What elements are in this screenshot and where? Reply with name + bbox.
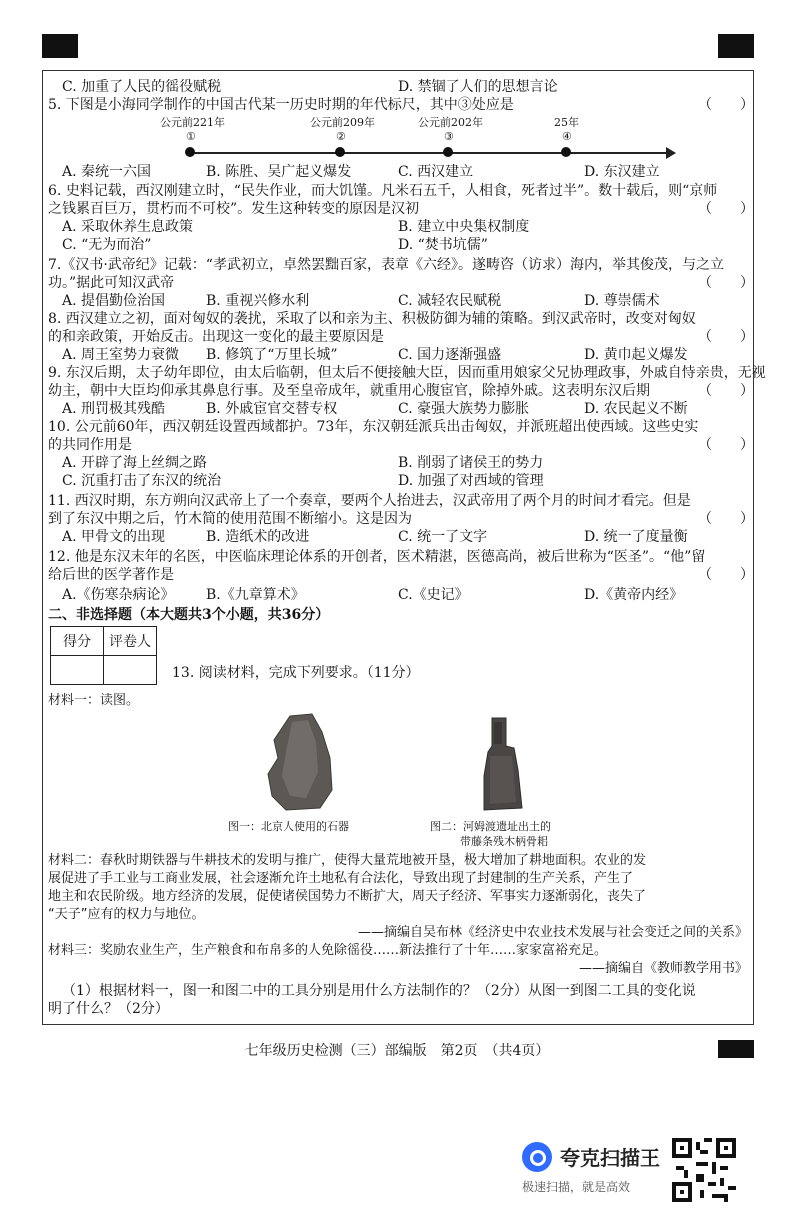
q13-stem: 13. 阅读材料，完成下列要求。（11分）: [172, 665, 420, 681]
q4-option-d: D. 禁锢了人们的思想言论: [398, 79, 558, 95]
q9-stem-line2: 幼主，朝中大臣均仰承其鼻息行事。及至皇帝成年，就重用心腹宦官，除掉外戚。这表明东汉后期: [48, 383, 650, 399]
scanner-brand-name: 夸克扫描王: [560, 1146, 660, 1170]
timeline-arrow: [666, 147, 676, 159]
q7-stem-line1: 7.《汉书·武帝纪》记载：“孝武初立，卓然罢黜百家，表章《六经》。遂畴咨（访求）海内，举其俊茂，与之立: [48, 257, 724, 273]
q11-answer-paren: （ ）: [698, 511, 754, 527]
q12-stem-line1: 12. 他是东汉末年的名医，中医临床理论体系的开创者，医术精湛，医德高尚，被后世称为“医圣”。“他”留: [48, 549, 706, 565]
q9-option-b: B. 外戚宦官交替专权: [206, 401, 338, 417]
q6-stem-line2: 之钱累百巨万，贯朽而不可校”。发生这种转变的原因是汉初: [48, 201, 420, 217]
q13-material2-source: ——摘编自吴布林《经济史中农业技术发展与社会变迁之间的关系》: [357, 925, 748, 940]
q13-material3-source: ——摘编自《教师教学用书》: [578, 961, 748, 976]
qr-code-icon: [672, 1138, 736, 1202]
q8-stem-line1: 8. 西汉建立之初，面对匈奴的袭扰，采取了以和亲为主、积极防御为辅的策略。到汉武帝时，改变对匈奴: [48, 311, 696, 327]
q12-option-c: C.《史记》: [398, 587, 469, 603]
score-cell-grader[interactable]: [104, 656, 157, 685]
timeline-mark-4: ④: [562, 130, 572, 143]
q13-material2-line2: 展促进了手工业与工商业发展，社会逐渐允许土地私有合法化，导致出现了封建制的生产关系，产生了: [48, 871, 634, 886]
q10-option-d: D. 加强了对西域的管理: [398, 473, 544, 489]
q6-answer-paren: （ ）: [698, 201, 754, 217]
scanner-watermark: [522, 1138, 672, 1198]
q10-answer-paren: （ ）: [698, 437, 754, 453]
q12-answer-paren: （ ）: [698, 567, 754, 583]
q5-timeline: [60, 114, 740, 164]
q10-option-c: C. 沉重打击了东汉的统治: [62, 473, 222, 489]
q6-option-b: B. 建立中央集权制度: [398, 219, 530, 235]
q5-option-b: B. 陈胜、吴广起义爆发: [206, 164, 352, 180]
scanner-logo-icon: [522, 1142, 552, 1172]
section2-title: 二、非选择题（本大题共3个小题，共36分）: [48, 607, 330, 623]
page-footer: 七年级历史检测（三）部编版 第2页 （共4页）: [244, 1043, 550, 1059]
timeline-dot-4: [561, 147, 571, 157]
q13-sub1-line2: 明了什么？（2分）: [48, 1001, 169, 1017]
timeline-dot-2: [335, 147, 345, 157]
q13-material2-line4: “天子”应有的权力与地位。: [48, 907, 205, 922]
q7-answer-paren: （ ）: [698, 275, 754, 291]
q8-answer-paren: （ ）: [698, 329, 754, 345]
q7-option-a: A. 提倡勤俭治国: [62, 293, 166, 309]
q10-option-b: B. 削弱了诸侯王的势力: [398, 455, 544, 471]
q5-option-d: D. 东汉建立: [584, 164, 660, 180]
registration-mark-top-left: [42, 34, 78, 58]
q6-option-a: A. 采取休养生息政策: [62, 219, 194, 235]
timeline-mark-3: ③: [444, 130, 454, 143]
score-header-grader: 评卷人: [104, 627, 157, 656]
score-table: [50, 626, 157, 685]
q8-option-c: C. 国力逐渐强盛: [398, 347, 502, 363]
q11-option-d: D. 统一了度量衡: [584, 529, 688, 545]
figure2-caption-line2: 带藤条残木柄骨耜: [460, 835, 548, 848]
figure2-caption-line1: 图二：河姆渡遗址出土的: [430, 820, 551, 833]
q7-stem-line2: 功。”据此可知汉武帝: [48, 275, 175, 291]
q13-material1-label: 材料一：读图。: [48, 693, 140, 708]
figure2-bone-spade-image: [476, 716, 532, 814]
timeline-axis: [190, 152, 670, 154]
timeline-year-2: 公元前209年: [310, 116, 375, 129]
q8-option-b: B. 修筑了“万里长城”: [206, 347, 338, 363]
q6-stem-line1: 6. 史料记载，西汉刚建立时，“民失作业，而大饥馑。凡米石五千，人相食，死者过半”。数十载后，则“京师: [48, 183, 718, 199]
q12-option-b: B.《九章算术》: [206, 587, 305, 603]
timeline-year-1: 公元前221年: [160, 116, 225, 129]
q8-option-a: A. 周王室势力衰微: [62, 347, 180, 363]
q7-option-b: B. 重视兴修水利: [206, 293, 310, 309]
timeline-mark-1: ①: [186, 130, 196, 143]
q11-stem-line2: 到了东汉中期之后，竹木简的使用范围不断缩小。这是因为: [48, 511, 412, 527]
q5-stem: 5. 下图是小海同学制作的中国古代某一历史时期的年代标尺，其中③处应是: [48, 97, 514, 113]
q13-sub1-line1: （1）根据材料一，图一和图二中的工具分别是用什么方法制作的？（2分）从图一到图二工具的变化说: [62, 983, 696, 999]
q13-material3-line: 材料三：奖励农业生产，生产粮食和布帛多的人免除徭役……新法推行了十年……家家富裕充足。: [48, 943, 608, 958]
timeline-year-4: 25年: [554, 116, 579, 129]
q5-option-a: A. 秦统一六国: [62, 164, 152, 180]
q7-option-c: C. 减轻农民赋税: [398, 293, 502, 309]
q9-stem-line1: 9. 东汉后期，太子幼年即位，由太后临朝，但太后不便接触大臣，因而重用娘家父兄协理政事，外戚自恃亲贵，无视: [48, 365, 766, 381]
timeline-year-3: 公元前202年: [418, 116, 483, 129]
q11-stem-line1: 11. 西汉时期，东方朔向汉武帝上了一个奏章，要两个人抬进去，汉武帝用了两个月的时间才看完。但是: [48, 493, 691, 509]
q8-stem-line2: 的和亲政策，开始反击。出现这一变化的最主要原因是: [48, 329, 384, 345]
timeline-mark-2: ②: [336, 130, 346, 143]
scanner-slogan: 极速扫描，就是高效: [522, 1180, 631, 1194]
registration-mark-top-right: [718, 34, 754, 58]
q11-option-c: C. 统一了文字: [398, 529, 488, 545]
q12-option-d: D.《黄帝内经》: [584, 587, 684, 603]
q7-option-d: D. 尊崇儒术: [584, 293, 660, 309]
q9-option-a: A. 刑罚极其残酷: [62, 401, 166, 417]
score-header-score: 得分: [51, 627, 104, 656]
figure1-stone-tool-image: [260, 712, 340, 812]
q11-option-a: A. 甲骨文的出现: [62, 529, 166, 545]
q6-option-c: C. “无为而治”: [62, 237, 152, 253]
score-cell-score[interactable]: [51, 656, 104, 685]
q11-option-b: B. 造纸术的改进: [206, 529, 310, 545]
timeline-dot-3: [443, 147, 453, 157]
q4-option-c: C. 加重了人民的徭役赋税: [62, 79, 222, 95]
q6-option-d: D. “焚书坑儒”: [398, 237, 488, 253]
q10-option-a: A. 开辟了海上丝绸之路: [62, 455, 208, 471]
q5-option-c: C. 西汉建立: [398, 164, 474, 180]
q12-option-a: A.《伤寒杂病论》: [62, 587, 175, 603]
q13-material2-line1: 材料二：春秋时期铁器与牛耕技术的发明与推广，使得大量荒地被开垦，极大增加了耕地面积。农业的发: [48, 853, 647, 868]
q9-option-d: D. 农民起义不断: [584, 401, 688, 417]
figure1-caption: 图一：北京人使用的石器: [228, 820, 349, 833]
q10-stem-line2: 的共同作用是: [48, 437, 132, 453]
timeline-dot-1: [185, 147, 195, 157]
q12-stem-line2: 给后世的医学著作是: [48, 567, 174, 583]
q10-stem-line1: 10. 公元前60年，西汉朝廷设置西域都护。73年，东汉朝廷派兵出击匈奴，并派班超出使西域。这些史实: [48, 419, 699, 435]
q5-answer-paren: （ ）: [698, 97, 754, 113]
q8-option-d: D. 黄巾起义爆发: [584, 347, 688, 363]
q9-answer-paren: （ ）: [698, 383, 754, 399]
q9-option-c: C. 豪强大族势力膨胀: [398, 401, 530, 417]
q13-material2-line3: 地主和农民阶级。地方经济的发展，促使诸侯国势力不断扩大，周天子经济、军事实力逐渐弱化，丧失了: [48, 889, 647, 904]
